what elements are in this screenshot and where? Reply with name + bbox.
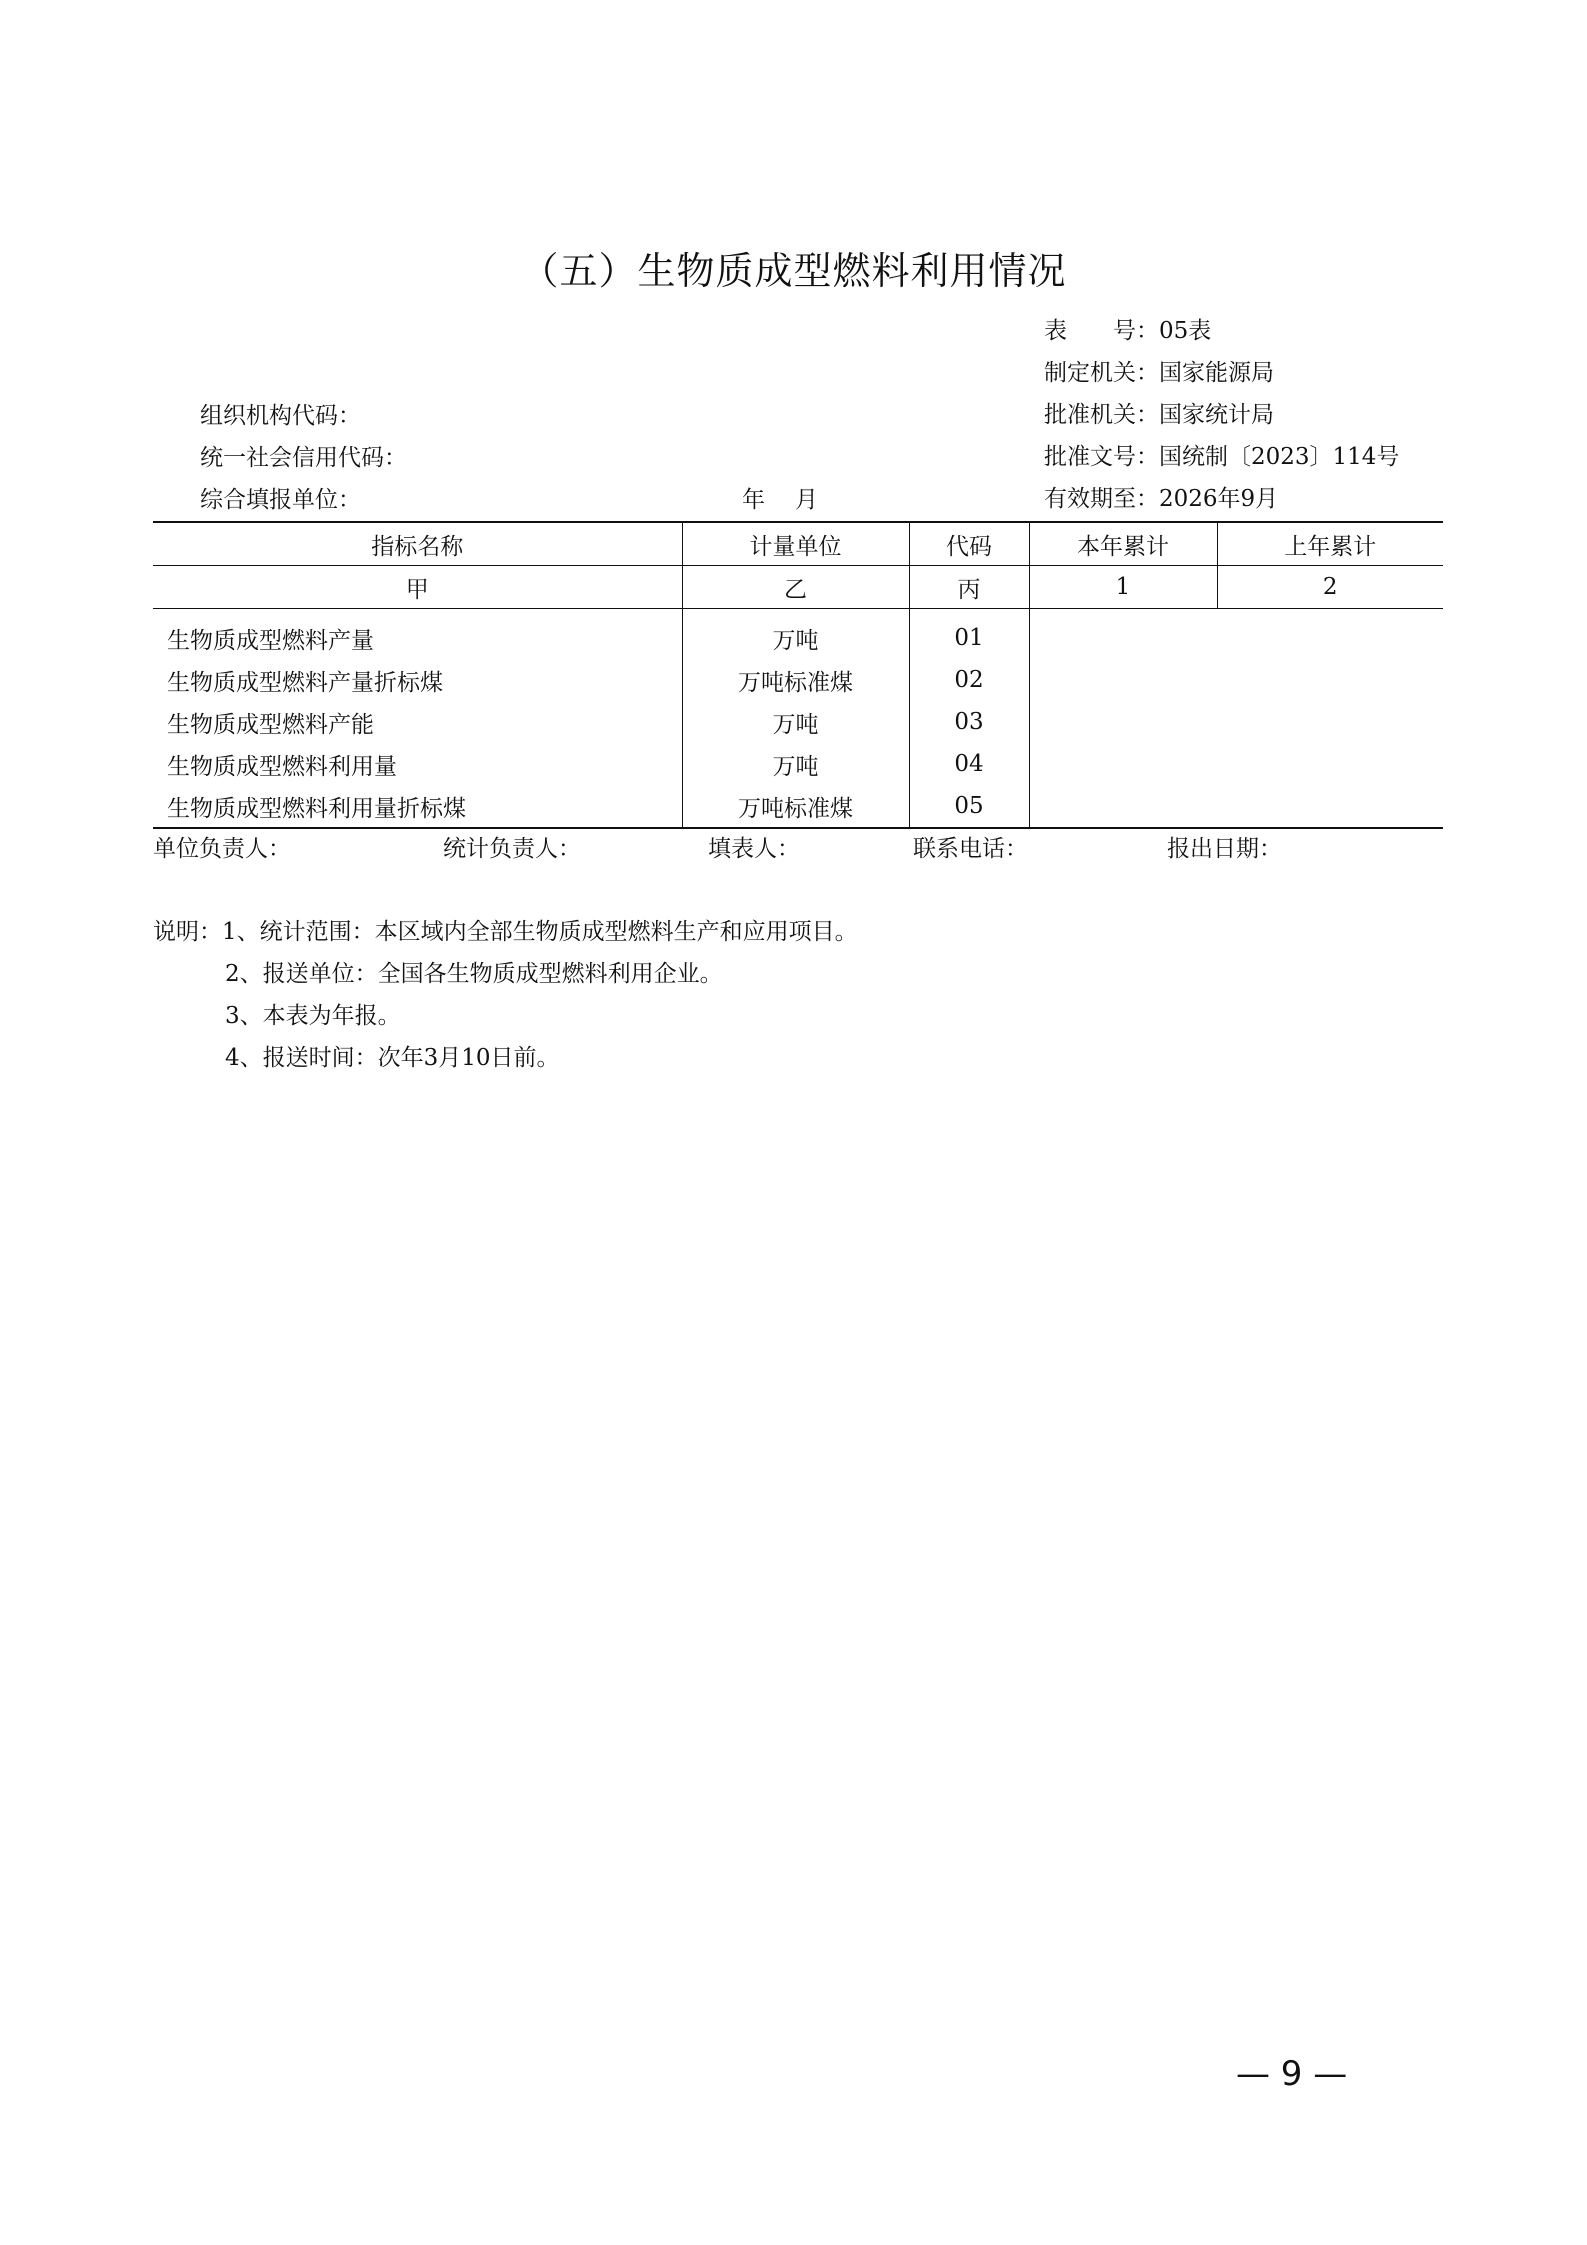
indicator-unit: 万吨标准煤 [682,659,909,701]
col-subheader: 乙 [682,566,909,609]
signer-unit-head: 单位负责人： [153,836,291,862]
previous-year-value-cell[interactable] [1217,701,1443,743]
col-header-unit: 计量单位 [682,522,909,566]
current-year-value-cell[interactable] [1029,659,1217,701]
meta-valid-until [1044,478,1399,520]
previous-year-value-cell[interactable] [1217,609,1443,660]
meta-label: 批准文号： [1044,444,1159,470]
notes-section [153,911,858,1079]
reporting-unit-label: 综合填报单位： [200,487,361,513]
current-year-value-cell[interactable] [1029,743,1217,785]
meta-value: 国家能源局 [1159,360,1274,386]
indicator-name: 生物质成型燃料利用量 [167,753,397,780]
col-header-code: 代码 [909,522,1029,566]
signer-preparer: 填表人： [708,836,800,862]
indicator-name: 生物质成型燃料产能 [167,711,374,738]
previous-year-value-cell[interactable] [1217,785,1443,828]
table-row [153,701,1443,743]
form-metadata [1044,310,1399,520]
period-year-label: 年 [742,487,765,513]
meta-label: 批准机关： [1044,402,1159,428]
indicator-code: 01 [909,609,1029,660]
indicator-code: 02 [909,659,1029,701]
meta-approving-authority [1044,394,1399,436]
indicator-code: 03 [909,701,1029,743]
signer-report-date: 报出日期： [1167,836,1282,862]
table-header-row [153,522,1443,566]
page-number: — 9 — [1236,2054,1348,2094]
period-month-label: 月 [795,487,818,513]
table-subheader-row [153,566,1443,609]
indicator-unit: 万吨 [682,609,909,660]
current-year-value-cell[interactable] [1029,609,1217,660]
unit-info [200,395,407,521]
meta-label: 表 号： [1044,318,1159,344]
table-row [153,743,1443,785]
note-item: 2、报送单位：全国各生物质成型燃料利用企业。 [225,961,723,987]
report-table [153,521,1443,829]
credit-code-label: 统一社会信用代码： [200,445,407,471]
col-subheader: 1 [1029,566,1217,609]
meta-value: 国家统计局 [1159,402,1274,428]
previous-year-value-cell[interactable] [1217,659,1443,701]
col-subheader: 2 [1217,566,1443,609]
previous-year-value-cell[interactable] [1217,743,1443,785]
table-row [153,609,1443,660]
meta-approval-number [1044,436,1399,478]
report-period [742,479,818,521]
col-subheader: 甲 [153,566,682,609]
indicator-name: 生物质成型燃料产量 [167,627,374,654]
indicator-code: 05 [909,785,1029,828]
col-subheader: 丙 [909,566,1029,609]
signer-statistics-head: 统计负责人： [443,836,581,862]
note-item: 3、本表为年报。 [225,1003,401,1029]
col-header-previous-year: 上年累计 [1217,522,1443,566]
meta-value: 05表 [1159,318,1212,344]
org-code-label: 组织机构代码： [200,403,361,429]
note-item: 4、报送时间：次年3月10日前。 [225,1045,560,1071]
current-year-value-cell[interactable] [1029,701,1217,743]
meta-value: 国统制〔2023〕114号 [1159,444,1400,470]
meta-label: 有效期至： [1044,486,1159,512]
page-title: （五）生物质成型燃料利用情况 [520,249,1067,293]
indicator-name: 生物质成型燃料利用量折标煤 [153,785,682,828]
current-year-value-cell[interactable] [1029,785,1217,828]
indicator-code: 04 [909,743,1029,785]
meta-form-number [1044,310,1399,352]
signature-line [153,828,1443,870]
signer-phone: 联系电话： [913,836,1028,862]
col-header-current-year: 本年累计 [1029,522,1217,566]
meta-value: 2026年9月 [1159,486,1279,512]
col-header-indicator: 指标名称 [153,522,682,566]
meta-issuing-authority [1044,352,1399,394]
table-row [153,785,1443,828]
note-item: 说明：1、统计范围：本区域内全部生物质成型燃料生产和应用项目。 [153,919,858,945]
meta-label: 制定机关： [1044,360,1159,386]
table-row [153,659,1443,701]
indicator-unit: 万吨标准煤 [682,785,909,828]
indicator-unit: 万吨 [682,743,909,785]
indicator-name: 生物质成型燃料产量折标煤 [167,669,443,696]
indicator-unit: 万吨 [682,701,909,743]
